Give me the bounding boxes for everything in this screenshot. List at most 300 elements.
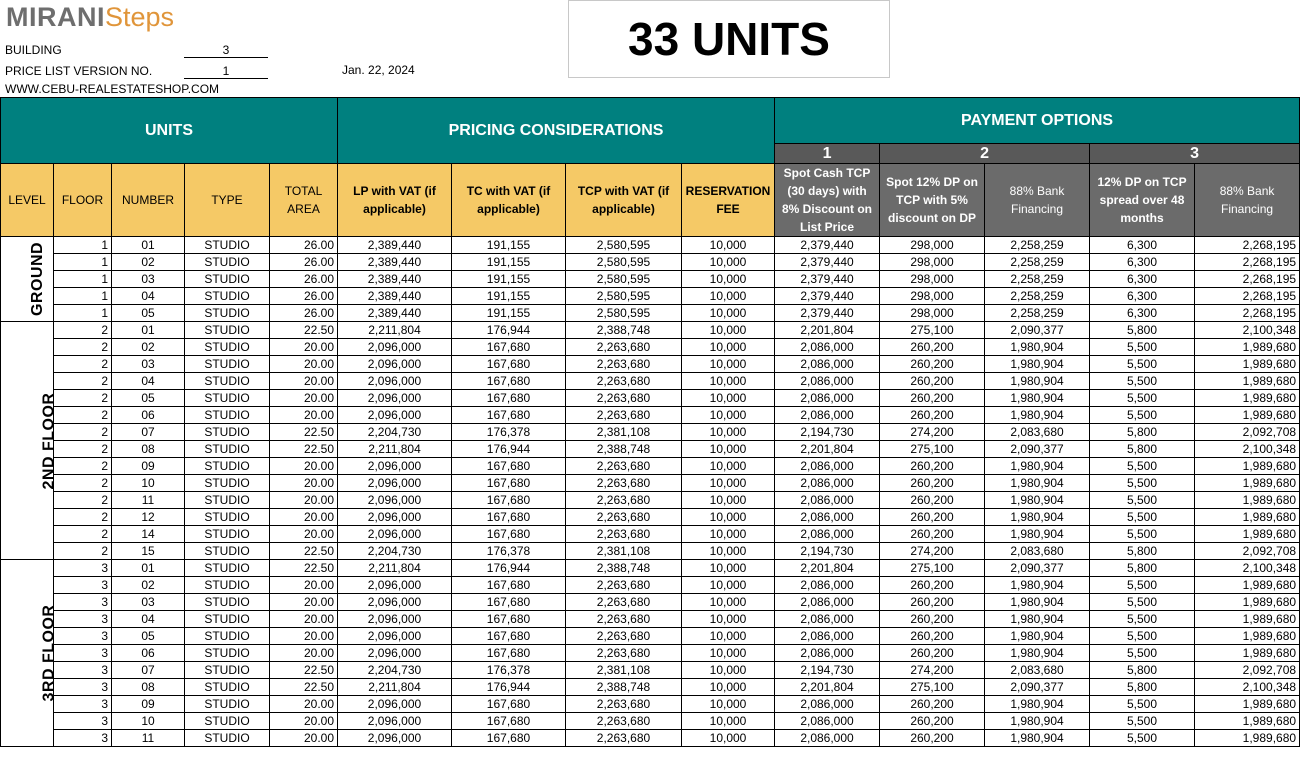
- cell-spot-cash: 2,086,000: [775, 509, 880, 526]
- cell-tc: 167,680: [452, 475, 566, 492]
- cell-type: STUDIO: [185, 271, 270, 288]
- cell-floor: 3: [54, 662, 112, 679]
- cell-dp-monthly: 5,500: [1090, 611, 1195, 628]
- cell-total-area: 22.50: [270, 543, 338, 560]
- table-row: [1, 628, 1300, 645]
- cell-spot-cash: 2,086,000: [775, 356, 880, 373]
- cell-bank-financing-3: 1,989,680: [1195, 730, 1300, 747]
- table-row: [1, 543, 1300, 560]
- cell-total-area: 20.00: [270, 458, 338, 475]
- table-row: [1, 424, 1300, 441]
- cell-total-area: 22.50: [270, 560, 338, 577]
- cell-floor: 2: [54, 458, 112, 475]
- cell-reservation-fee: 10,000: [682, 441, 775, 458]
- cell-spot-dp: 298,000: [880, 271, 985, 288]
- cell-floor: 2: [54, 526, 112, 543]
- table-row: [1, 509, 1300, 526]
- cell-tcp: 2,388,748: [566, 679, 682, 696]
- cell-spot-cash: 2,086,000: [775, 458, 880, 475]
- cell-spot-dp: 275,100: [880, 560, 985, 577]
- cell-bank-financing-2: 1,980,904: [985, 696, 1090, 713]
- cell-tcp: 2,263,680: [566, 458, 682, 475]
- table-row: [1, 322, 1300, 339]
- cell-type: STUDIO: [185, 526, 270, 543]
- cell-bank-financing-3: 1,989,680: [1195, 356, 1300, 373]
- cell-total-area: 20.00: [270, 356, 338, 373]
- cell-tc: 176,944: [452, 560, 566, 577]
- cell-spot-cash: 2,201,804: [775, 679, 880, 696]
- cell-spot-dp: 260,200: [880, 356, 985, 373]
- cell-bank-financing-2: 1,980,904: [985, 577, 1090, 594]
- cell-bank-financing-2: 2,090,377: [985, 679, 1090, 696]
- cell-floor: 3: [54, 713, 112, 730]
- cell-type: STUDIO: [185, 594, 270, 611]
- cell-spot-cash: 2,086,000: [775, 475, 880, 492]
- cell-tcp: 2,263,680: [566, 339, 682, 356]
- cell-floor: 2: [54, 441, 112, 458]
- cell-bank-financing-3: 2,100,348: [1195, 560, 1300, 577]
- table-row: [1, 526, 1300, 543]
- cell-dp-monthly: 5,800: [1090, 662, 1195, 679]
- cell-type: STUDIO: [185, 662, 270, 679]
- col-spot-dp: Spot 12% DP on TCP with 5% discount on DP: [880, 164, 985, 237]
- cell-tcp: 2,263,680: [566, 628, 682, 645]
- cell-tc: 167,680: [452, 492, 566, 509]
- cell-dp-monthly: 5,500: [1090, 526, 1195, 543]
- cell-reservation-fee: 10,000: [682, 611, 775, 628]
- cell-lp: 2,096,000: [338, 645, 452, 662]
- cell-tcp: 2,381,108: [566, 662, 682, 679]
- table-row: [1, 696, 1300, 713]
- payment-option-3: 3: [1090, 144, 1300, 164]
- cell-bank-financing-3: 1,989,680: [1195, 458, 1300, 475]
- cell-total-area: 20.00: [270, 407, 338, 424]
- cell-lp: 2,096,000: [338, 390, 452, 407]
- cell-spot-dp: 275,100: [880, 322, 985, 339]
- cell-number: 05: [112, 390, 185, 407]
- cell-total-area: 20.00: [270, 475, 338, 492]
- units-count-title: 33 UNITS: [568, 0, 890, 78]
- cell-tc: 191,155: [452, 305, 566, 322]
- cell-lp: 2,211,804: [338, 679, 452, 696]
- table-row: [1, 441, 1300, 458]
- cell-dp-monthly: 6,300: [1090, 254, 1195, 271]
- cell-spot-cash: 2,194,730: [775, 662, 880, 679]
- cell-spot-dp: 260,200: [880, 526, 985, 543]
- cell-total-area: 22.50: [270, 322, 338, 339]
- cell-lp: 2,204,730: [338, 543, 452, 560]
- cell-bank-financing-2: 2,258,259: [985, 288, 1090, 305]
- level-name: GROUND: [29, 241, 47, 317]
- cell-tc: 167,680: [452, 526, 566, 543]
- cell-type: STUDIO: [185, 560, 270, 577]
- cell-spot-cash: 2,086,000: [775, 645, 880, 662]
- cell-bank-financing-3: 1,989,680: [1195, 645, 1300, 662]
- cell-floor: 3: [54, 679, 112, 696]
- cell-floor: 2: [54, 373, 112, 390]
- cell-dp-monthly: 5,500: [1090, 594, 1195, 611]
- cell-type: STUDIO: [185, 713, 270, 730]
- col-total-area: TOTAL AREA: [270, 164, 338, 237]
- cell-tcp: 2,263,680: [566, 713, 682, 730]
- table-row: [1, 713, 1300, 730]
- cell-reservation-fee: 10,000: [682, 475, 775, 492]
- cell-spot-cash: 2,086,000: [775, 611, 880, 628]
- cell-tc: 167,680: [452, 339, 566, 356]
- cell-bank-financing-3: 1,989,680: [1195, 373, 1300, 390]
- cell-number: 11: [112, 492, 185, 509]
- cell-total-area: 20.00: [270, 373, 338, 390]
- cell-tcp: 2,381,108: [566, 424, 682, 441]
- cell-reservation-fee: 10,000: [682, 628, 775, 645]
- cell-total-area: 20.00: [270, 611, 338, 628]
- cell-lp: 2,096,000: [338, 628, 452, 645]
- cell-number: 06: [112, 645, 185, 662]
- cell-number: 01: [112, 560, 185, 577]
- cell-number: 04: [112, 373, 185, 390]
- cell-tc: 167,680: [452, 407, 566, 424]
- cell-spot-cash: 2,086,000: [775, 526, 880, 543]
- cell-spot-cash: 2,201,804: [775, 441, 880, 458]
- cell-total-area: 26.00: [270, 305, 338, 322]
- cell-type: STUDIO: [185, 441, 270, 458]
- price-list-body: [1, 237, 1300, 747]
- cell-spot-cash: 2,379,440: [775, 305, 880, 322]
- cell-spot-dp: 260,200: [880, 696, 985, 713]
- website-url: WWW.CEBU-REALESTATESHOP.COM: [5, 82, 220, 96]
- cell-lp: 2,389,440: [338, 237, 452, 254]
- payment-option-2: 2: [880, 144, 1090, 164]
- cell-dp-monthly: 6,300: [1090, 237, 1195, 254]
- cell-total-area: 20.00: [270, 492, 338, 509]
- col-reservation-fee: RESERVATION FEE: [682, 164, 775, 237]
- cell-tc: 176,378: [452, 424, 566, 441]
- cell-lp: 2,096,000: [338, 509, 452, 526]
- cell-spot-cash: 2,194,730: [775, 543, 880, 560]
- col-tc-with-vat: TC with VAT (if applicable): [452, 164, 566, 237]
- table-row: [1, 645, 1300, 662]
- table-row: [1, 492, 1300, 509]
- col-number: NUMBER: [112, 164, 185, 237]
- level-label: [1, 560, 58, 747]
- table-row: [1, 577, 1300, 594]
- cell-dp-monthly: 5,800: [1090, 424, 1195, 441]
- cell-spot-cash: 2,086,000: [775, 492, 880, 509]
- table-row: [1, 254, 1300, 271]
- cell-tc: 167,680: [452, 713, 566, 730]
- cell-dp-monthly: 5,500: [1090, 492, 1195, 509]
- building-label: BUILDING: [5, 43, 62, 57]
- cell-dp-monthly: 5,500: [1090, 390, 1195, 407]
- cell-total-area: 20.00: [270, 390, 338, 407]
- table-row: [1, 237, 1300, 254]
- cell-bank-financing-2: 2,090,377: [985, 441, 1090, 458]
- cell-type: STUDIO: [185, 577, 270, 594]
- cell-bank-financing-3: 2,268,195: [1195, 237, 1300, 254]
- cell-spot-dp: 260,200: [880, 339, 985, 356]
- cell-spot-dp: 260,200: [880, 577, 985, 594]
- level-name: 2ND FLOOR: [40, 392, 58, 489]
- cell-dp-monthly: 5,500: [1090, 458, 1195, 475]
- table-row: [1, 271, 1300, 288]
- cell-number: 01: [112, 237, 185, 254]
- header-units: UNITS: [1, 98, 338, 164]
- cell-tc: 167,680: [452, 594, 566, 611]
- cell-total-area: 22.50: [270, 424, 338, 441]
- cell-bank-financing-2: 2,083,680: [985, 424, 1090, 441]
- cell-type: STUDIO: [185, 509, 270, 526]
- cell-spot-cash: 2,086,000: [775, 390, 880, 407]
- cell-bank-financing-2: 1,980,904: [985, 356, 1090, 373]
- cell-bank-financing-2: 2,090,377: [985, 322, 1090, 339]
- cell-dp-monthly: 6,300: [1090, 305, 1195, 322]
- cell-bank-financing-3: 1,989,680: [1195, 628, 1300, 645]
- cell-spot-cash: 2,086,000: [775, 594, 880, 611]
- cell-dp-monthly: 5,500: [1090, 373, 1195, 390]
- cell-tcp: 2,263,680: [566, 526, 682, 543]
- cell-tc: 191,155: [452, 237, 566, 254]
- cell-reservation-fee: 10,000: [682, 645, 775, 662]
- col-type: TYPE: [185, 164, 270, 237]
- cell-spot-dp: 260,200: [880, 628, 985, 645]
- cell-bank-financing-3: 2,268,195: [1195, 254, 1300, 271]
- cell-bank-financing-3: 1,989,680: [1195, 390, 1300, 407]
- cell-dp-monthly: 5,500: [1090, 577, 1195, 594]
- cell-bank-financing-3: 1,989,680: [1195, 526, 1300, 543]
- cell-floor: 2: [54, 509, 112, 526]
- cell-spot-cash: 2,086,000: [775, 373, 880, 390]
- cell-bank-financing-3: 1,989,680: [1195, 713, 1300, 730]
- cell-floor: 2: [54, 407, 112, 424]
- cell-lp: 2,096,000: [338, 458, 452, 475]
- cell-type: STUDIO: [185, 237, 270, 254]
- header-pricing-considerations: PRICING CONSIDERATIONS: [338, 98, 775, 164]
- cell-reservation-fee: 10,000: [682, 696, 775, 713]
- cell-total-area: 20.00: [270, 594, 338, 611]
- table-row: [1, 390, 1300, 407]
- cell-tc: 191,155: [452, 271, 566, 288]
- cell-spot-dp: 274,200: [880, 543, 985, 560]
- cell-total-area: 20.00: [270, 628, 338, 645]
- cell-floor: 2: [54, 543, 112, 560]
- version-label: PRICE LIST VERSION NO.: [5, 64, 153, 78]
- col-bank-financing-3: 88% Bank Financing: [1195, 164, 1300, 237]
- cell-spot-dp: 260,200: [880, 407, 985, 424]
- cell-dp-monthly: 5,800: [1090, 543, 1195, 560]
- cell-type: STUDIO: [185, 424, 270, 441]
- cell-spot-dp: 260,200: [880, 645, 985, 662]
- cell-spot-dp: 260,200: [880, 509, 985, 526]
- cell-bank-financing-3: 2,268,195: [1195, 288, 1300, 305]
- cell-dp-monthly: 6,300: [1090, 271, 1195, 288]
- col-dp-48-months: 12% DP on TCP spread over 48 months: [1090, 164, 1195, 237]
- cell-floor: 1: [54, 288, 112, 305]
- cell-reservation-fee: 10,000: [682, 288, 775, 305]
- cell-bank-financing-3: 1,989,680: [1195, 509, 1300, 526]
- cell-tc: 167,680: [452, 645, 566, 662]
- table-row: [1, 339, 1300, 356]
- cell-spot-cash: 2,201,804: [775, 322, 880, 339]
- cell-reservation-fee: 10,000: [682, 390, 775, 407]
- price-list-table: [0, 97, 1300, 747]
- cell-tcp: 2,263,680: [566, 611, 682, 628]
- cell-spot-cash: 2,086,000: [775, 696, 880, 713]
- cell-number: 09: [112, 458, 185, 475]
- cell-total-area: 20.00: [270, 339, 338, 356]
- cell-bank-financing-3: 2,092,708: [1195, 424, 1300, 441]
- cell-floor: 2: [54, 339, 112, 356]
- cell-bank-financing-2: 2,090,377: [985, 560, 1090, 577]
- cell-bank-financing-2: 2,258,259: [985, 237, 1090, 254]
- cell-floor: 3: [54, 730, 112, 747]
- cell-bank-financing-3: 1,989,680: [1195, 492, 1300, 509]
- cell-bank-financing-2: 2,258,259: [985, 271, 1090, 288]
- cell-reservation-fee: 10,000: [682, 305, 775, 322]
- cell-lp: 2,204,730: [338, 662, 452, 679]
- cell-lp: 2,389,440: [338, 254, 452, 271]
- cell-type: STUDIO: [185, 679, 270, 696]
- cell-bank-financing-3: 1,989,680: [1195, 577, 1300, 594]
- cell-total-area: 20.00: [270, 577, 338, 594]
- cell-bank-financing-2: 2,258,259: [985, 305, 1090, 322]
- cell-bank-financing-2: 1,980,904: [985, 373, 1090, 390]
- cell-floor: 2: [54, 356, 112, 373]
- cell-type: STUDIO: [185, 628, 270, 645]
- cell-spot-dp: 260,200: [880, 492, 985, 509]
- cell-floor: 3: [54, 594, 112, 611]
- col-spot-cash: Spot Cash TCP (30 days) with 8% Discount on List Price: [775, 164, 880, 237]
- cell-number: 10: [112, 713, 185, 730]
- cell-tc: 167,680: [452, 577, 566, 594]
- cell-tc: 167,680: [452, 696, 566, 713]
- cell-type: STUDIO: [185, 356, 270, 373]
- cell-lp: 2,389,440: [338, 305, 452, 322]
- level-label: [1, 322, 58, 560]
- cell-lp: 2,211,804: [338, 441, 452, 458]
- cell-reservation-fee: 10,000: [682, 560, 775, 577]
- cell-dp-monthly: 5,800: [1090, 441, 1195, 458]
- cell-type: STUDIO: [185, 645, 270, 662]
- cell-lp: 2,096,000: [338, 492, 452, 509]
- cell-number: 02: [112, 577, 185, 594]
- cell-reservation-fee: 10,000: [682, 271, 775, 288]
- cell-dp-monthly: 5,800: [1090, 679, 1195, 696]
- cell-spot-cash: 2,379,440: [775, 254, 880, 271]
- level-label: [1, 237, 54, 322]
- cell-number: 08: [112, 441, 185, 458]
- cell-bank-financing-2: 1,980,904: [985, 611, 1090, 628]
- cell-floor: 3: [54, 645, 112, 662]
- cell-number: 09: [112, 696, 185, 713]
- cell-spot-cash: 2,194,730: [775, 424, 880, 441]
- cell-floor: 3: [54, 611, 112, 628]
- cell-number: 03: [112, 271, 185, 288]
- cell-number: 05: [112, 628, 185, 645]
- cell-spot-dp: 298,000: [880, 254, 985, 271]
- cell-bank-financing-3: 1,989,680: [1195, 475, 1300, 492]
- cell-tcp: 2,580,595: [566, 237, 682, 254]
- cell-bank-financing-2: 1,980,904: [985, 509, 1090, 526]
- cell-total-area: 20.00: [270, 526, 338, 543]
- cell-total-area: 26.00: [270, 237, 338, 254]
- col-bank-financing-2: 88% Bank Financing: [985, 164, 1090, 237]
- cell-lp: 2,096,000: [338, 407, 452, 424]
- cell-number: 12: [112, 509, 185, 526]
- cell-lp: 2,389,440: [338, 288, 452, 305]
- price-list-date: Jan. 22, 2024: [342, 63, 415, 77]
- cell-lp: 2,096,000: [338, 594, 452, 611]
- cell-tcp: 2,388,748: [566, 560, 682, 577]
- cell-spot-cash: 2,086,000: [775, 730, 880, 747]
- cell-bank-financing-3: 2,268,195: [1195, 271, 1300, 288]
- cell-total-area: 22.50: [270, 441, 338, 458]
- cell-reservation-fee: 10,000: [682, 424, 775, 441]
- cell-spot-dp: 260,200: [880, 594, 985, 611]
- version-value: 1: [184, 64, 268, 79]
- cell-tcp: 2,388,748: [566, 441, 682, 458]
- cell-spot-dp: 260,200: [880, 713, 985, 730]
- cell-tc: 176,378: [452, 543, 566, 560]
- cell-bank-financing-3: 2,100,348: [1195, 441, 1300, 458]
- cell-total-area: 26.00: [270, 288, 338, 305]
- cell-bank-financing-3: 1,989,680: [1195, 611, 1300, 628]
- cell-number: 06: [112, 407, 185, 424]
- cell-bank-financing-2: 1,980,904: [985, 730, 1090, 747]
- cell-floor: 2: [54, 492, 112, 509]
- cell-number: 14: [112, 526, 185, 543]
- cell-reservation-fee: 10,000: [682, 713, 775, 730]
- cell-bank-financing-2: 1,980,904: [985, 492, 1090, 509]
- cell-tc: 167,680: [452, 628, 566, 645]
- table-row: [1, 662, 1300, 679]
- cell-floor: 1: [54, 237, 112, 254]
- cell-total-area: 22.50: [270, 679, 338, 696]
- col-lp-with-vat: LP with VAT (if applicable): [338, 164, 452, 237]
- cell-reservation-fee: 10,000: [682, 458, 775, 475]
- cell-type: STUDIO: [185, 730, 270, 747]
- cell-spot-cash: 2,086,000: [775, 339, 880, 356]
- cell-floor: 2: [54, 322, 112, 339]
- cell-tcp: 2,580,595: [566, 271, 682, 288]
- table-row: [1, 458, 1300, 475]
- header-payment-options: PAYMENT OPTIONS: [775, 98, 1300, 144]
- cell-bank-financing-2: 1,980,904: [985, 390, 1090, 407]
- cell-dp-monthly: 5,500: [1090, 645, 1195, 662]
- cell-bank-financing-2: 2,258,259: [985, 254, 1090, 271]
- cell-type: STUDIO: [185, 611, 270, 628]
- cell-dp-monthly: 5,500: [1090, 407, 1195, 424]
- cell-number: 15: [112, 543, 185, 560]
- cell-spot-dp: 298,000: [880, 288, 985, 305]
- cell-lp: 2,096,000: [338, 526, 452, 543]
- cell-number: 04: [112, 611, 185, 628]
- cell-tcp: 2,381,108: [566, 543, 682, 560]
- cell-total-area: 20.00: [270, 509, 338, 526]
- table-row: [1, 679, 1300, 696]
- cell-reservation-fee: 10,000: [682, 322, 775, 339]
- payment-option-1: 1: [775, 144, 880, 164]
- cell-number: 03: [112, 594, 185, 611]
- cell-tcp: 2,263,680: [566, 475, 682, 492]
- cell-tcp: 2,263,680: [566, 730, 682, 747]
- table-row: [1, 594, 1300, 611]
- cell-number: 03: [112, 356, 185, 373]
- cell-bank-financing-3: 2,100,348: [1195, 322, 1300, 339]
- table-row: [1, 475, 1300, 492]
- col-tcp-with-vat: TCP with VAT (if applicable): [566, 164, 682, 237]
- cell-bank-financing-2: 1,980,904: [985, 475, 1090, 492]
- cell-reservation-fee: 10,000: [682, 373, 775, 390]
